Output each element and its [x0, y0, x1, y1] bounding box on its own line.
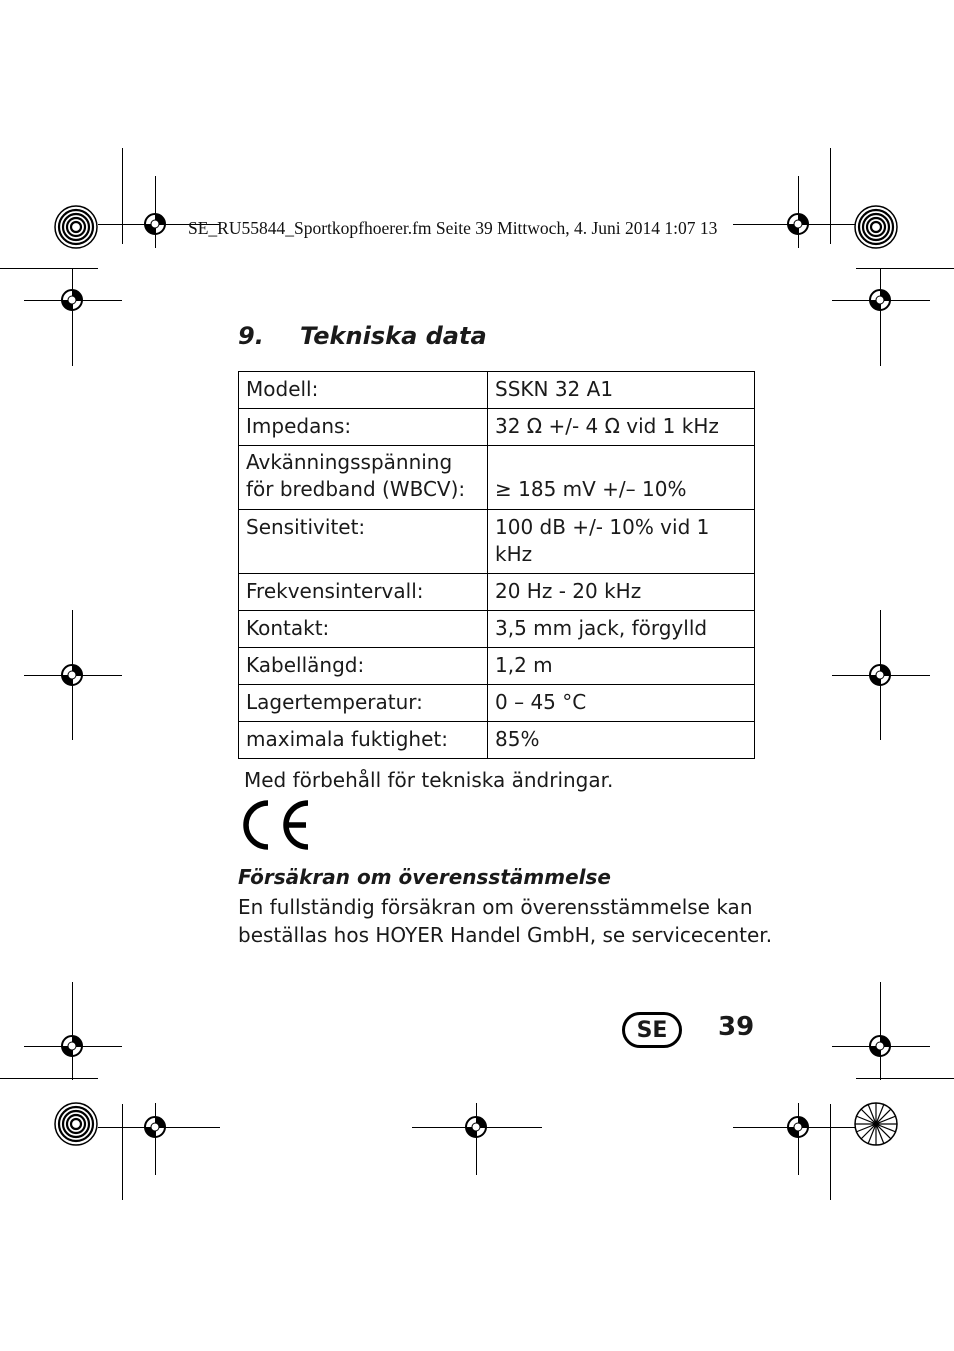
language-badge: SE — [622, 1012, 682, 1048]
crop-mark — [0, 268, 98, 269]
spec-value: ≥ 185 mV +/– 10% — [488, 446, 755, 510]
table-row — [239, 446, 755, 510]
spec-label: maximala fuktighet: — [239, 722, 488, 759]
registration-mark-icon — [139, 1111, 171, 1143]
registration-mark-icon — [56, 659, 88, 691]
registration-mark-icon — [864, 1030, 896, 1062]
star-target-icon — [53, 1101, 99, 1147]
registration-mark-icon — [782, 208, 814, 240]
spec-label: Modell: — [239, 372, 488, 409]
star-target-icon — [853, 1101, 899, 1147]
spec-value: 1,2 m — [488, 648, 755, 685]
section-number: 9. — [238, 322, 264, 350]
crop-mark — [880, 268, 881, 366]
table-row — [239, 685, 755, 722]
registration-mark-icon — [460, 1111, 492, 1143]
spec-value: 20 Hz - 20 kHz — [488, 574, 755, 611]
file-header: SE_RU55844_Sportkopfhoerer.fm Seite 39 Mittwoch, 4. Juni 2014 1:07 13 — [188, 218, 718, 238]
spec-label: Sensitivitet: — [239, 510, 488, 574]
specs-table — [238, 371, 755, 759]
spec-value: 32 Ω +/- 4 Ω vid 1 kHz — [488, 409, 755, 446]
crop-mark — [122, 1104, 123, 1200]
star-target-icon — [53, 204, 99, 250]
spec-value: 100 dB +/- 10% vid 1 kHz — [488, 510, 755, 574]
table-row — [239, 611, 755, 648]
ce-mark-icon — [236, 797, 314, 853]
crop-mark — [830, 1104, 831, 1200]
table-row — [239, 722, 755, 759]
spec-value: 3,5 mm jack, förgylld — [488, 611, 755, 648]
registration-mark-icon — [56, 284, 88, 316]
crop-mark — [72, 268, 73, 366]
declaration-text: En fullständig försäkran om överensstämmelse kan beställas hos HOYER Handel GmbH, se servicecenter. — [238, 895, 773, 947]
spec-value: SSKN 32 A1 — [488, 372, 755, 409]
spec-label: Avkänningsspänning för bredband (WBCV): — [239, 446, 488, 510]
crop-mark — [830, 148, 831, 244]
registration-mark-icon — [56, 1030, 88, 1062]
spec-label: Impedans: — [239, 409, 488, 446]
page-number: 39 — [718, 1012, 755, 1042]
declaration-title: Försäkran om överensstämmelse — [238, 865, 611, 889]
section-title: Tekniska data — [300, 322, 487, 350]
table-row — [239, 574, 755, 611]
star-target-icon — [853, 204, 899, 250]
spec-label: Frekvensintervall: — [239, 574, 488, 611]
registration-mark-icon — [782, 1111, 814, 1143]
crop-mark — [0, 1078, 98, 1079]
table-row — [239, 409, 755, 446]
table-row — [239, 372, 755, 409]
spec-label: Kabellängd: — [239, 648, 488, 685]
table-row — [239, 510, 755, 574]
crop-mark — [856, 268, 954, 269]
spec-value: 85% — [488, 722, 755, 759]
registration-mark-icon — [139, 208, 171, 240]
spec-value: 0 – 45 °C — [488, 685, 755, 722]
registration-mark-icon — [864, 284, 896, 316]
technical-changes-note: Med förbehåll för tekniska ändringar. — [244, 768, 614, 792]
crop-mark — [856, 1078, 954, 1079]
crop-mark — [122, 148, 123, 244]
spec-label: Lagertemperatur: — [239, 685, 488, 722]
registration-mark-icon — [864, 659, 896, 691]
spec-label: Kontakt: — [239, 611, 488, 648]
table-row — [239, 648, 755, 685]
section-heading — [238, 322, 487, 350]
